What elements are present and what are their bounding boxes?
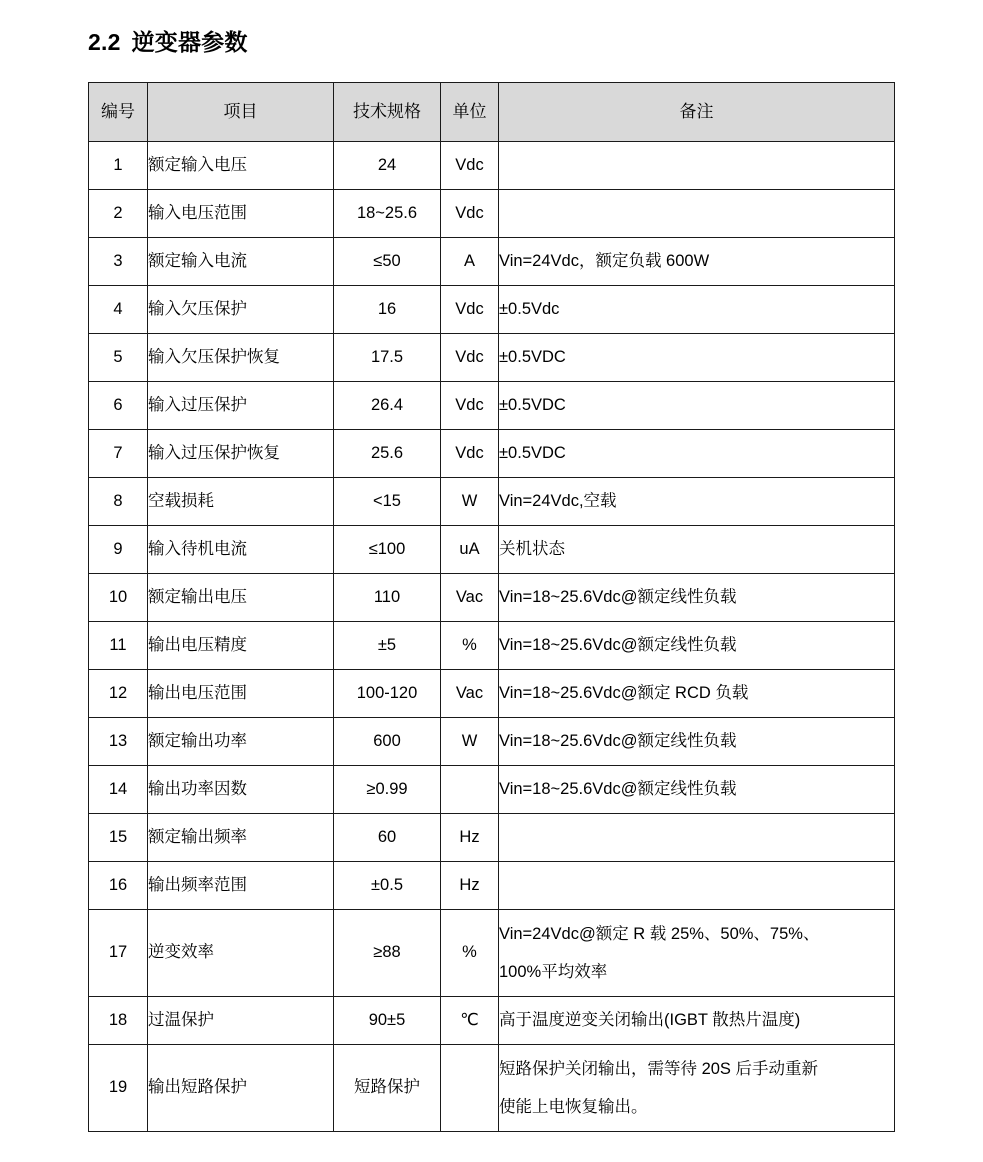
cell-spec: 100-120 xyxy=(334,670,441,718)
cell-item: 输出频率范围 xyxy=(148,862,334,910)
column-header-note: 备注 xyxy=(499,83,895,142)
cell-unit: % xyxy=(441,910,499,997)
cell-item: 额定输出功率 xyxy=(148,718,334,766)
cell-item: 逆变效率 xyxy=(148,910,334,997)
cell-unit: Hz xyxy=(441,814,499,862)
cell-item: 输入过压保护 xyxy=(148,382,334,430)
cell-note: Vin=24Vdc,空载 xyxy=(499,478,895,526)
cell-note xyxy=(499,142,895,190)
cell-spec: ±5 xyxy=(334,622,441,670)
cell-spec: 18~25.6 xyxy=(334,190,441,238)
cell-unit: % xyxy=(441,622,499,670)
table-row xyxy=(89,910,895,997)
cell-spec: 16 xyxy=(334,286,441,334)
cell-no: 11 xyxy=(89,622,148,670)
cell-note: ±0.5VDC xyxy=(499,430,895,478)
cell-spec: ≤50 xyxy=(334,238,441,286)
cell-note-line: 短路保护关闭输出，需等待 20S 后手动重新 xyxy=(499,1060,819,1078)
cell-no: 8 xyxy=(89,478,148,526)
cell-unit xyxy=(441,766,499,814)
section-heading xyxy=(88,25,248,59)
cell-unit: W xyxy=(441,478,499,526)
cell-item: 输入电压范围 xyxy=(148,190,334,238)
cell-item: 输出短路保护 xyxy=(148,1045,334,1132)
cell-spec: 17.5 xyxy=(334,334,441,382)
cell-note-line: Vin=24Vdc@额定 R 载 25%、50%、75%、 xyxy=(499,925,820,943)
cell-item: 额定输入电压 xyxy=(148,142,334,190)
cell-note: Vin=24Vdc，额定负载 600W xyxy=(499,238,895,286)
cell-note xyxy=(499,862,895,910)
cell-item: 空载损耗 xyxy=(148,478,334,526)
table-row xyxy=(89,622,895,670)
table-row xyxy=(89,718,895,766)
cell-note-line: 100%平均效率 xyxy=(499,963,608,981)
table-row xyxy=(89,334,895,382)
cell-note: Vin=18~25.6Vdc@额定线性负载 xyxy=(499,622,895,670)
table-row xyxy=(89,862,895,910)
cell-unit: Vdc xyxy=(441,286,499,334)
cell-no: 2 xyxy=(89,190,148,238)
cell-unit: Hz xyxy=(441,862,499,910)
cell-spec: 600 xyxy=(334,718,441,766)
cell-no: 3 xyxy=(89,238,148,286)
cell-note-line: 使能上电恢复输出。 xyxy=(499,1098,648,1116)
section-number: 2.2 xyxy=(88,29,121,55)
cell-no: 15 xyxy=(89,814,148,862)
cell-no: 6 xyxy=(89,382,148,430)
cell-spec: ≥0.99 xyxy=(334,766,441,814)
table-row xyxy=(89,382,895,430)
cell-note: ±0.5VDC xyxy=(499,334,895,382)
cell-note: 高于温度逆变关闭输出(IGBT 散热片温度) xyxy=(499,997,895,1045)
column-header-no: 编号 xyxy=(89,83,148,142)
cell-unit: ℃ xyxy=(441,997,499,1045)
cell-unit: Vdc xyxy=(441,430,499,478)
cell-no: 9 xyxy=(89,526,148,574)
table-header-row xyxy=(89,83,895,142)
cell-item: 输出电压精度 xyxy=(148,622,334,670)
cell-note: Vin=18~25.6Vdc@额定线性负载 xyxy=(499,718,895,766)
cell-no: 13 xyxy=(89,718,148,766)
column-header-unit: 单位 xyxy=(441,83,499,142)
cell-note: Vin=18~25.6Vdc@额定线性负载 xyxy=(499,766,895,814)
table-row xyxy=(89,766,895,814)
cell-no: 16 xyxy=(89,862,148,910)
cell-spec: 60 xyxy=(334,814,441,862)
cell-note: Vin=18~25.6Vdc@额定线性负载 xyxy=(499,574,895,622)
cell-spec: 110 xyxy=(334,574,441,622)
inverter-parameters-table xyxy=(88,82,895,1132)
cell-spec: ±0.5 xyxy=(334,862,441,910)
table-row xyxy=(89,814,895,862)
cell-no: 1 xyxy=(89,142,148,190)
cell-no: 19 xyxy=(89,1045,148,1132)
cell-spec: 24 xyxy=(334,142,441,190)
cell-unit: W xyxy=(441,718,499,766)
cell-unit: uA xyxy=(441,526,499,574)
cell-note: ±0.5Vdc xyxy=(499,286,895,334)
table-row xyxy=(89,142,895,190)
cell-item: 输出电压范围 xyxy=(148,670,334,718)
cell-unit: Vdc xyxy=(441,334,499,382)
table-row xyxy=(89,190,895,238)
cell-item: 额定输出频率 xyxy=(148,814,334,862)
cell-note: 关机状态 xyxy=(499,526,895,574)
cell-note: Vin=18~25.6Vdc@额定 RCD 负载 xyxy=(499,670,895,718)
cell-unit: Vdc xyxy=(441,382,499,430)
cell-item: 输入欠压保护 xyxy=(148,286,334,334)
cell-item: 输入欠压保护恢复 xyxy=(148,334,334,382)
cell-item: 过温保护 xyxy=(148,997,334,1045)
cell-note xyxy=(499,190,895,238)
cell-no: 5 xyxy=(89,334,148,382)
cell-spec: 26.4 xyxy=(334,382,441,430)
table-body xyxy=(89,142,895,1132)
section-title-text: 逆变器参数 xyxy=(131,29,248,55)
cell-no: 4 xyxy=(89,286,148,334)
cell-spec: 25.6 xyxy=(334,430,441,478)
cell-item: 输入过压保护恢复 xyxy=(148,430,334,478)
cell-spec: ≥88 xyxy=(334,910,441,997)
cell-no: 7 xyxy=(89,430,148,478)
cell-unit: Vdc xyxy=(441,190,499,238)
cell-note xyxy=(499,910,895,997)
table-row xyxy=(89,670,895,718)
cell-spec: ≤100 xyxy=(334,526,441,574)
cell-unit xyxy=(441,1045,499,1132)
cell-item: 输入待机电流 xyxy=(148,526,334,574)
column-header-item: 项目 xyxy=(148,83,334,142)
cell-unit: Vac xyxy=(441,670,499,718)
cell-item: 额定输出电压 xyxy=(148,574,334,622)
table-row xyxy=(89,997,895,1045)
cell-note xyxy=(499,814,895,862)
cell-spec: <15 xyxy=(334,478,441,526)
table-row xyxy=(89,574,895,622)
cell-unit: A xyxy=(441,238,499,286)
cell-unit: Vdc xyxy=(441,142,499,190)
cell-no: 17 xyxy=(89,910,148,997)
cell-no: 12 xyxy=(89,670,148,718)
cell-item: 输出功率因数 xyxy=(148,766,334,814)
column-header-spec: 技术规格 xyxy=(334,83,441,142)
cell-note: ±0.5VDC xyxy=(499,382,895,430)
cell-spec: 短路保护 xyxy=(334,1045,441,1132)
table-row xyxy=(89,430,895,478)
cell-unit: Vac xyxy=(441,574,499,622)
cell-item: 额定输入电流 xyxy=(148,238,334,286)
table-row xyxy=(89,478,895,526)
cell-no: 10 xyxy=(89,574,148,622)
cell-note xyxy=(499,1045,895,1132)
cell-no: 14 xyxy=(89,766,148,814)
table-row xyxy=(89,286,895,334)
table-row xyxy=(89,1045,895,1132)
cell-no: 18 xyxy=(89,997,148,1045)
table-row xyxy=(89,526,895,574)
table-row xyxy=(89,238,895,286)
cell-spec: 90±5 xyxy=(334,997,441,1045)
